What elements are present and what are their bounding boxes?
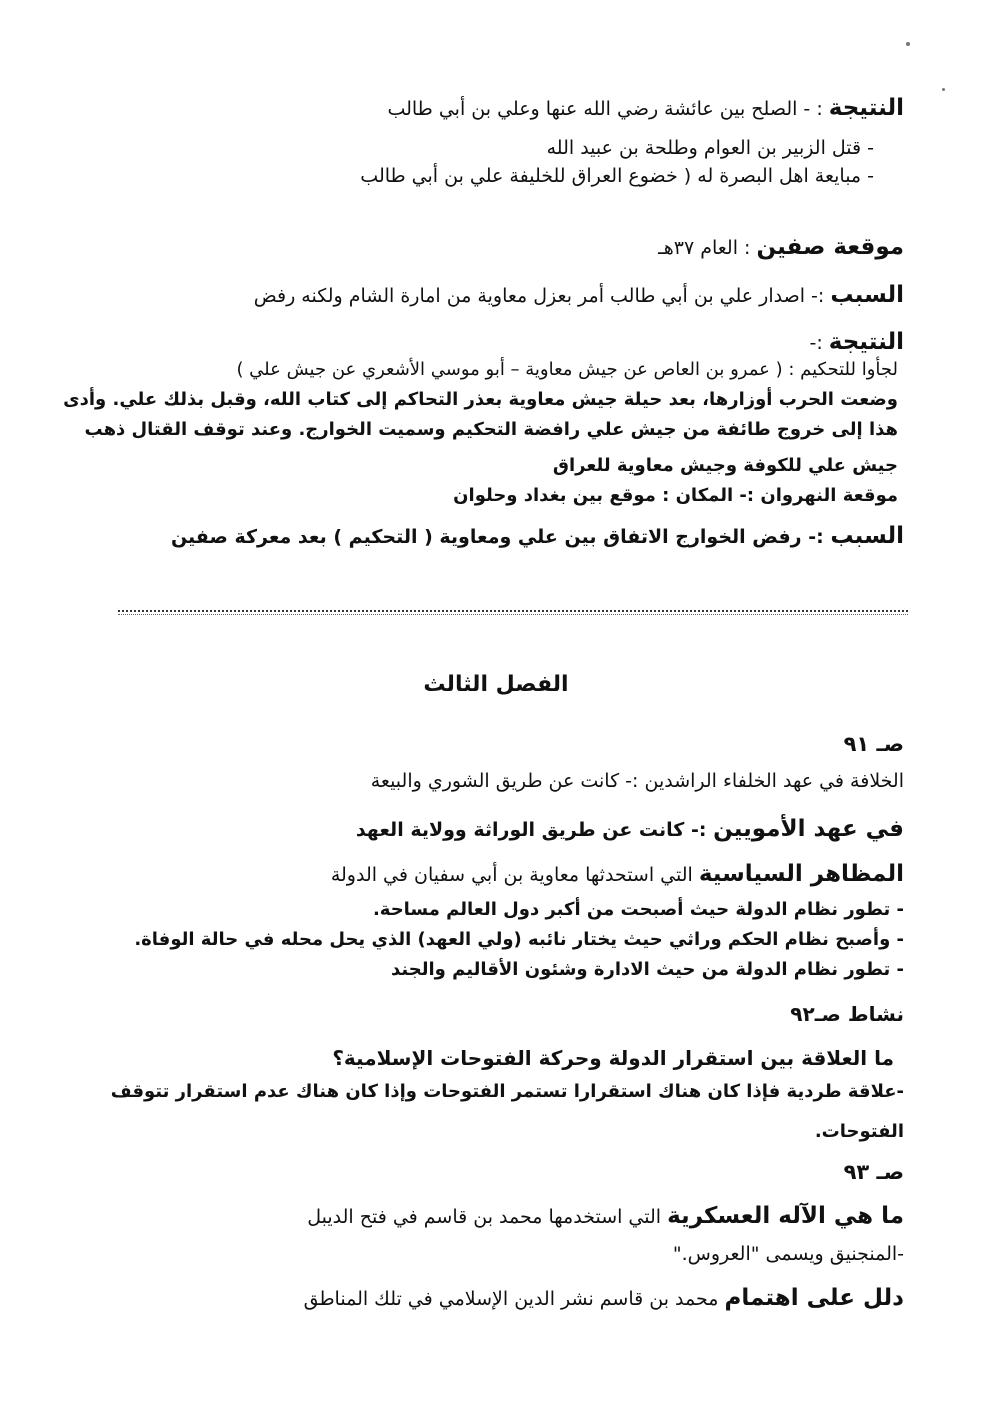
q2-text: محمد بن قاسم نشر الدين الإسلامي في تلك المناطق — [303, 1288, 725, 1310]
result2-paragraph-line: موقعة النهروان :- المكان : موقع بين بغداد وحلوان — [453, 485, 898, 506]
political-label: المظاهر السياسية — [698, 861, 904, 887]
p93-answer1: -المنجنيق ويسمى "العروس." — [672, 1243, 904, 1265]
result1-sep: : - — [797, 98, 829, 120]
page-number: صـ ٩٣ — [843, 1160, 904, 1184]
scan-speck — [942, 88, 945, 91]
cause1-text: :- اصدار علي بن أبي طالب أمر بعزل معاوية من امارة الشام ولكنه رفض — [253, 285, 831, 307]
result2-paragraph-line: لجأوا للتحكيم : ( عمرو بن العاص عن جيش معاوية – أبو موسي الأشعري عن جيش علي ) — [236, 359, 898, 380]
scan-speck — [906, 42, 910, 46]
q1-text: التي استخدمها محمد بن قاسم في فتح الديبل — [307, 1206, 668, 1228]
result1-item: - قتل الزبير بن العوام وطلحة بن عبيد الله — [546, 137, 874, 159]
result2-sep: :- — [809, 332, 829, 354]
p92-answer-line: -علاقة طردية فإذا كان هناك استقرارا تستمر الفتوحات وإذا كان هناك عدم استقرار تتوقف — [110, 1081, 904, 1102]
cause1-line — [110, 281, 904, 310]
cause2-text: :- رفض الخوارج الاتفاق بين علي ومعاوية ( التحكيم ) بعد معركة صفين — [170, 526, 831, 548]
political-bullet: - تطور نظام الدولة من حيث الادارة وشئون الأقاليم والجند — [391, 959, 904, 980]
result2-paragraph-line: جيش علي للكوفة وجيش معاوية للعراق — [552, 455, 898, 476]
activity-heading: نشاط صـ٩٢ — [790, 1002, 904, 1026]
political-bullet: - وأصبح نظام الحكم وراثي حيث يختار نائبه (ولي العهد) الذي يحل محله في حالة الوفاة. — [134, 929, 904, 950]
umayyad-text: :- كانت عن طريق الوراثة وولاية العهد — [355, 819, 714, 841]
political-line — [110, 860, 904, 889]
rashidun-line: الخلافة في عهد الخلفاء الراشدين :- كانت عن طريق الشوري والبيعة — [370, 770, 904, 792]
chapter-title: الفصل الثالث — [423, 672, 569, 697]
p92-question: ما العلاقة بين استقرار الدولة وحركة الفتوحات الإسلامية؟ — [332, 1046, 894, 1070]
result2-line — [110, 328, 904, 357]
result2-paragraph-line: هذا إلى خروج طائفة من جيش علي رافضة التحكيم وسميت الخوارج. وعند توقف القتال ذهب — [84, 419, 898, 440]
cause1-label: السبب — [830, 282, 904, 308]
umayyad-line — [110, 815, 904, 844]
result1-line — [110, 94, 904, 123]
section-divider — [118, 610, 908, 612]
result2-paragraph-line: وضعت الحرب أوزارها، بعد حيلة جيش معاوية بعذر التحاكم إلى كتاب الله، وقبل بذلك علي. وأدى — [63, 389, 898, 410]
section-divider — [118, 614, 908, 615]
political-text: التي استحدثها معاوية بن أبي سفيان في الدولة — [330, 864, 699, 886]
q2-label: دلل على اهتمام — [724, 1285, 904, 1311]
siffin-label: موقعة صفين — [756, 234, 904, 260]
p93-question2 — [110, 1284, 904, 1313]
result1-label: النتيجة — [828, 95, 904, 121]
result2-label: النتيجة — [828, 329, 904, 355]
cause2-line — [110, 522, 904, 551]
cause2-label: السبب — [830, 523, 904, 549]
umayyad-label: في عهد الأمويين — [713, 816, 904, 842]
p92-answer-line: الفتوحات. — [814, 1121, 904, 1142]
siffin-line — [110, 233, 904, 262]
result1-item: - مبايعة اهل البصرة له ( خضوع العراق للخليفة علي بن أبي طالب — [360, 165, 874, 187]
result1-text: الصلح بين عائشة رضي الله عنها وعلي بن أبي طالب — [387, 98, 798, 120]
political-bullet: - تطور نظام الدولة حيث أصبحت من أكبر دول العالم مساحة. — [372, 899, 904, 920]
siffin-text: : العام ٣٧هـ — [658, 237, 757, 259]
p93-question1 — [110, 1202, 904, 1231]
page-number: صـ ٩١ — [843, 732, 904, 756]
q1-label: ما هي الآله العسكرية — [667, 1203, 904, 1229]
